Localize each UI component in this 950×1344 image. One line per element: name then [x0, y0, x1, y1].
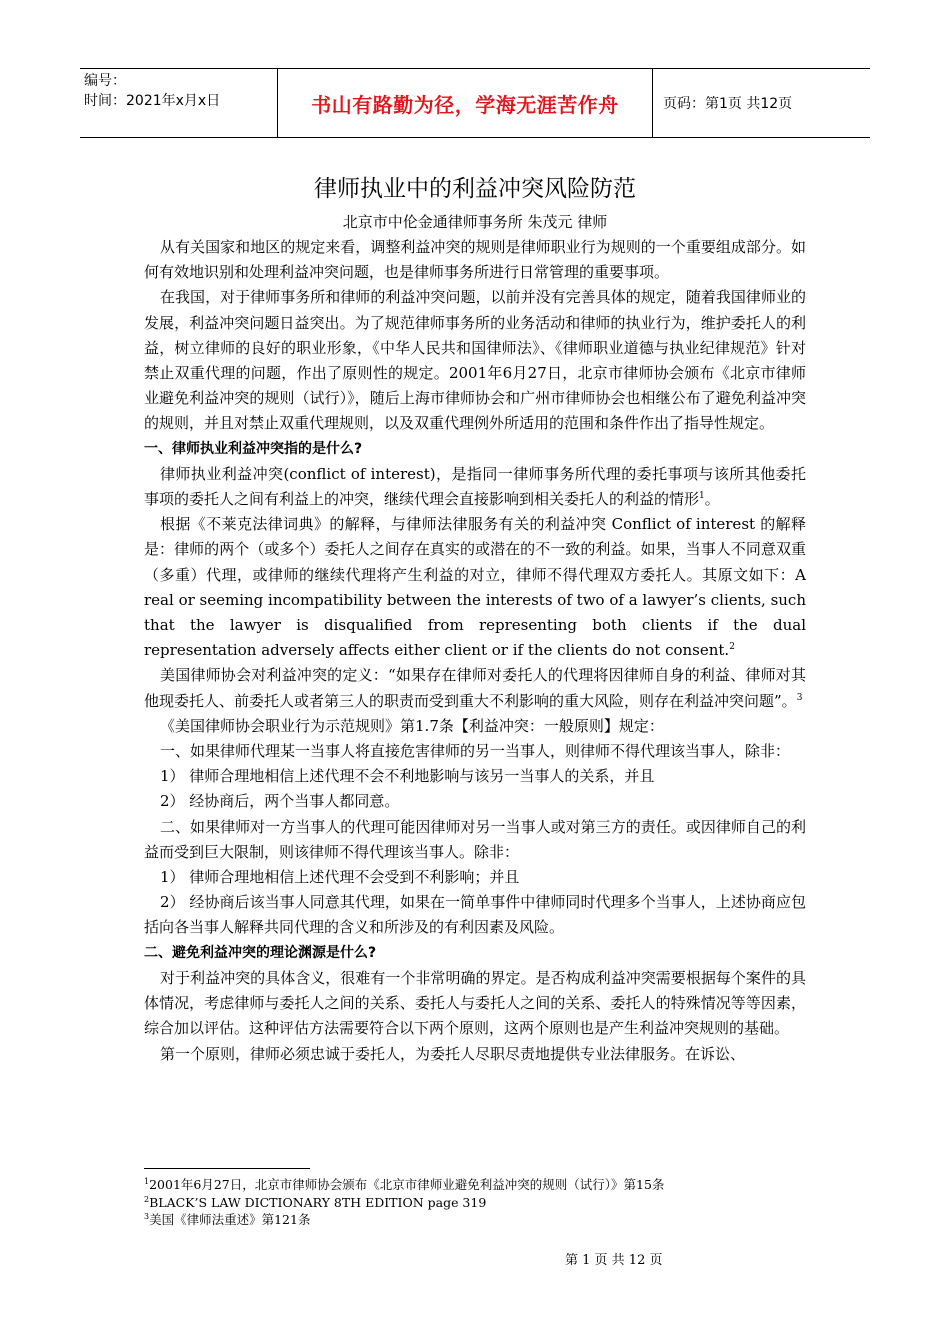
footnote-ref: 2 [729, 642, 735, 653]
list-item: 2） 经协商后，两个当事人都同意。 [160, 792, 400, 811]
document-title: 律师执业中的利益冲突风险防范 [314, 176, 636, 202]
list-item: 1） 律师合理地相信上述代理不会不利地影响与该另一当事人的关系，并且 [160, 767, 655, 786]
section-heading: 一、律师执业利益冲突指的是什么? [144, 440, 363, 457]
header-table [80, 68, 870, 138]
paragraph: 对于利益冲突的具体含义，很难有一个非常明确的界定。是否构成利益冲突需要根据每个案件的具体情况，考虑律师与委托人之间的关系、委托人与委托人之间的关系、委托人的特殊情况等等因素，综合加以评估。这种评估方法需要符合以下两个原则，这两个原则也是产生利益冲突规则的基础。 [144, 968, 806, 1038]
footnote: $^3$美国《律师法重述》第121条 [144, 1211, 311, 1227]
list-item: 1） 律师合理地相信上述代理不会受到不利影响；并且 [160, 868, 520, 887]
footnote: $^1$2001年6月27日，北京市律师协会颁布《北京市律师业避免利益冲突的规则（试行）》第15条 [144, 1176, 665, 1192]
paragraph: 律师执业利益冲突(conflict of interest)，是指同一律师事务所代理的委托事项与该所其他委托事项的委托人之间有利益上的冲突，继续代理会直接影响到相关委托人的利益的情形$^1$。 [144, 464, 806, 509]
footnotes [144, 1176, 664, 1229]
paragraph: 一、如果律师代理某一当事人将直接危害律师的另一当事人，则律师不得代理该当事人，除非： [160, 742, 791, 761]
paragraph: 美国律师协会对利益冲突的定义：“如果存在律师对委托人的代理将因律师自身的利益、律师对其他现委托人、前委托人或者第三人的职责而受到重大不利影响的重大风险，则存在利益冲突问题”。$^3$ [144, 666, 806, 710]
byline: 北京市中伦金通律师事务所 朱茂元 律师 [342, 213, 608, 231]
list-item: 2） 经协商后该当事人同意其代理，如果在一简单事件中律师同时代理多个当事人，上述协商应包括向各当事人解释共同代理的含义和所涉及的有利因素及风险。 [144, 893, 806, 937]
paragraph: 第一个原则，律师必须忠诚于委托人，为委托人尽职尽责地提供专业法律服务。在诉讼、 [160, 1044, 746, 1063]
footnote-ref: 1 [699, 491, 705, 502]
header-left-cell [80, 69, 278, 137]
time-label: 时间：2021年x月x日 [84, 93, 221, 109]
section-heading: 二、避免利益冲突的理论渊源是什么? [144, 944, 377, 961]
motto: 书山有路勤为径，学海无涯苦作舟 [278, 69, 653, 137]
document-body [144, 235, 806, 1067]
number-label: 编号： [84, 73, 126, 89]
paragraph: 根据《不莱克法律词典》的解释，与律师法律服务有关的利益冲突 Conflict of interest 的解释是：律师的两个（或多个）委托人之间存在真实的或潜在的不一致的利益。如果，当事人不同意双重（多重）代理，或律师的继续代理将产生利益的对立，律师不得代理双方委托人。其原文如下：A real or seeming incompatibility between the interests of two of a lawyer’s clients, such that the lawyer is disqualified from representing both clients if the dual representation adversely affects either client or if the clients do not consent.$^2$ [144, 515, 806, 660]
paragraph: 二、如果律师对一方当事人的代理可能因律师对另一当事人或对第三方的责任。或因律师自己的利益而受到巨大限制，则该律师不得代理该当事人。除非： [144, 817, 806, 861]
footnote: $^2$BLACK’S LAW DICTIONARY 8TH EDITION page 319 [144, 1194, 487, 1210]
paragraph: 在我国，对于律师事务所和律师的利益冲突问题，以前并没有完善具体的规定，随着我国律师业的发展，利益冲突问题日益突出。为了规范律师事务所的业务活动和律师的执业行为，维护委托人的利益，树立律师的良好的职业形象，《中华人民共和国律师法》、《律师职业道德与执业纪律规范》针对禁止双重代理的问题，作出了原则性的规定。2001年6月27日，北京市律师协会颁布《北京市律师业避免利益冲突的规则（试行）》，随后上海市律师协会和广州市律师协会也相继公布了避免利益冲突的规则，并且对禁止双重代理规则，以及双重代理例外所适用的范围和条件作出了指导性规定。 [144, 288, 806, 433]
paragraph: 《美国律师协会职业行为示范规则》第1.7条【利益冲突：一般原则】规定： [160, 716, 664, 735]
page-footer: 第 1 页 共 12 页 [565, 1253, 663, 1268]
page-label: 页码：第1页 共12页 [663, 96, 793, 112]
footnote-ref: 3 [796, 692, 803, 703]
paragraph: 从有关国家和地区的规定来看，调整利益冲突的规则是律师职业行为规则的一个重要组成部分。如何有效地识别和处理利益冲突问题，也是律师事务所进行日常管理的重要事项。 [144, 238, 806, 282]
footnote-separator [144, 1168, 310, 1169]
